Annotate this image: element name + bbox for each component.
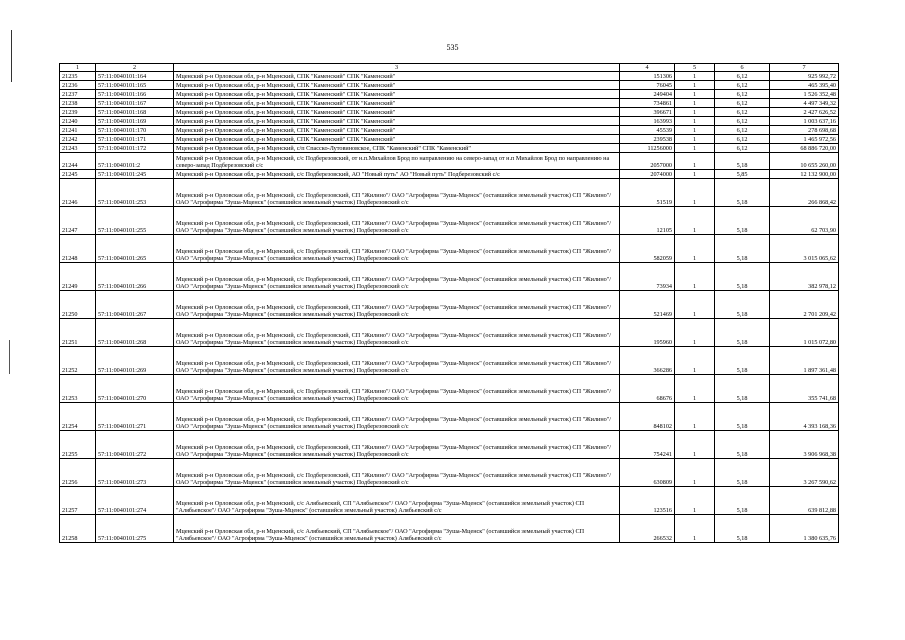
category-cell: 1 [675, 403, 715, 431]
table-row [60, 99, 839, 108]
cadastral-number-cell: 57:11:0040101:2 [96, 153, 174, 170]
category-cell: 1 [675, 375, 715, 403]
address-text: Мценский р-н Орловская обл, р-н Мценский, СПК "Каменский" СПК "Каменский" [176, 73, 396, 80]
table-row [60, 153, 839, 170]
area-cell: 11256000 [620, 144, 675, 153]
area-cell: 249404 [620, 90, 675, 99]
category-cell: 1 [675, 117, 715, 126]
rate-cell: 5,18 [715, 375, 770, 403]
cadastral-number-cell: 57:11:0040101:255 [96, 207, 174, 235]
row-number-cell: 21241 [60, 126, 96, 135]
address-text: Мценский р-н Орловская обл, р-н Мценский, СПК "Каменский" СПК "Каменский" [176, 136, 396, 143]
table-row [60, 263, 839, 291]
row-number-cell: 21240 [60, 117, 96, 126]
category-cell: 1 [675, 126, 715, 135]
rate-cell: 6,12 [715, 135, 770, 144]
rate-cell: 6,12 [715, 81, 770, 90]
cadastral-number-cell: 57:11:0040101:267 [96, 291, 174, 319]
row-number-cell: 21251 [60, 319, 96, 347]
category-cell: 1 [675, 153, 715, 170]
area-cell: 151306 [620, 72, 675, 81]
category-cell: 1 [675, 431, 715, 459]
cadastral-value-cell: 3 267 590,62 [770, 459, 839, 487]
address-text: Мценский р-н Орловская обл, р-н Мценский, с/с Подберезовский, СП "Жилино"/ ОАО "Агрофирма "Зуша-Мценск" (оставшийся земельный участок) СП "Жилино"/ ОАО "Агрофирма "Зуша-Мценск" (оставшийся земельный участок) Подберезовский с/с [176, 472, 612, 486]
margin-mark [11, 30, 12, 82]
address-cell [174, 319, 620, 347]
address-cell [174, 431, 620, 459]
cadastral-number-cell: 57:11:0040101:272 [96, 431, 174, 459]
row-number-cell: 21248 [60, 235, 96, 263]
address-text: Мценский р-н Орловская обл, р-н Мценский, с/с Алябьевский, СП "Алябьевское"/ ОАО "Агрофирма "Зуша-Мценск" (оставшийся земельный участок) СП "Алябьевское"/ ОАО "Агрофирма "Зуша-Мценск" (оставшийся земельный участок) Алябьевский с/с [176, 528, 585, 542]
category-cell: 1 [675, 170, 715, 179]
area-cell: 396671 [620, 108, 675, 117]
category-cell: 1 [675, 72, 715, 81]
rate-cell: 5,18 [715, 347, 770, 375]
address-cell [174, 487, 620, 515]
row-number-cell: 21254 [60, 403, 96, 431]
cadastral-value-cell: 1 380 635,76 [770, 515, 839, 543]
cadastral-value-cell: 278 698,68 [770, 126, 839, 135]
column-header: 4 [620, 64, 675, 72]
table-row [60, 81, 839, 90]
table-row [60, 347, 839, 375]
cadastral-value-cell: 3 015 065,62 [770, 235, 839, 263]
table-row [60, 487, 839, 515]
address-cell [174, 90, 620, 99]
category-cell: 1 [675, 99, 715, 108]
address-text: Мценский р-н Орловская обл, р-н Мценский, с/с Подберезовский, СП "Жилино"/ ОАО "Агрофирма "Зуша-Мценск" (оставшийся земельный участок) СП "Жилино"/ ОАО "Агрофирма "Зуша-Мценск" (оставшийся земельный участок) Подберезовский с/с [176, 192, 612, 206]
table-row [60, 291, 839, 319]
cadastral-value-cell: 639 812,88 [770, 487, 839, 515]
rate-cell: 6,12 [715, 72, 770, 81]
rate-cell: 5,85 [715, 170, 770, 179]
cadastral-number-cell: 57:11:0040101:266 [96, 263, 174, 291]
cadastral-number-cell: 57:11:0040101:168 [96, 108, 174, 117]
row-number-cell: 21236 [60, 81, 96, 90]
table-row [60, 235, 839, 263]
row-number-cell: 21252 [60, 347, 96, 375]
address-cell [174, 170, 620, 179]
cadastral-number-cell: 57:11:0040101:165 [96, 81, 174, 90]
table-row [60, 431, 839, 459]
address-cell [174, 263, 620, 291]
cadastral-value-cell: 12 132 900,00 [770, 170, 839, 179]
cadastral-number-cell: 57:11:0040101:172 [96, 144, 174, 153]
row-number-cell: 21239 [60, 108, 96, 117]
rate-cell: 5,18 [715, 207, 770, 235]
row-number-cell: 21245 [60, 170, 96, 179]
cadastral-value-cell: 925 992,72 [770, 72, 839, 81]
row-number-cell: 21235 [60, 72, 96, 81]
area-cell: 195960 [620, 319, 675, 347]
address-text: Мценский р-н Орловская обл, р-н Мценский, с/с Подберезовский, СП "Жилино"/ ОАО "Агрофирма "Зуша-Мценск" (оставшийся земельный участок) СП "Жилино"/ ОАО "Агрофирма "Зуша-Мценск" (оставшийся земельный участок) Подберезовский с/с [176, 388, 612, 402]
address-text: Мценский р-н Орловская обл, р-н Мценский, с/с Подберезовский, СП "Жилино"/ ОАО "Агрофирма "Зуша-Мценск" (оставшийся земельный участок) СП "Жилино"/ ОАО "Агрофирма "Зуша-Мценск" (оставшийся земельный участок) Подберезовский с/с [176, 444, 612, 458]
cadastral-value-cell: 3 906 968,38 [770, 431, 839, 459]
cadastral-value-cell: 355 741,68 [770, 375, 839, 403]
address-cell [174, 99, 620, 108]
table-row [60, 319, 839, 347]
cadastral-number-cell: 57:11:0040101:275 [96, 515, 174, 543]
address-text: Мценский р-н Орловская обл, р-н Мценский, с/с Подберезовский, от н.п.Михайлов Брод по направлению на северо-запад от н.п Михайлов Брод по направлению на северо-запад Подберезовский с/с [176, 155, 610, 169]
area-cell: 734861 [620, 99, 675, 108]
cadastral-number-cell: 57:11:0040101:167 [96, 99, 174, 108]
cadastral-number-cell: 57:11:0040101:164 [96, 72, 174, 81]
cadastral-value-table [59, 63, 839, 543]
address-cell [174, 72, 620, 81]
cadastral-value-cell: 68 886 720,00 [770, 144, 839, 153]
table-row [60, 375, 839, 403]
row-number-cell: 21244 [60, 153, 96, 170]
address-text: Мценский р-н Орловская обл, р-н Мценский, с/с Алябьевский, СП "Алябьевское"/ ОАО "Агрофирма "Зуша-Мценск" (оставшийся земельный участок) СП "Алябьевское"/ ОАО "Агрофирма "Зуша-Мценск" (оставшийся земельный участок) Алябьевский с/с [176, 500, 585, 514]
cadastral-number-cell: 57:11:0040101:270 [96, 375, 174, 403]
cadastral-value-cell: 2 701 209,42 [770, 291, 839, 319]
address-text: Мценский р-н Орловская обл, р-н Мценский, СПК "Каменский" СПК "Каменский" [176, 109, 396, 116]
table-row [60, 108, 839, 117]
rate-cell: 5,18 [715, 235, 770, 263]
address-text: Мценский р-н Орловская обл, р-н Мценский, СПК "Каменский" СПК "Каменский" [176, 91, 396, 98]
cadastral-value-cell: 1 526 352,48 [770, 90, 839, 99]
category-cell: 1 [675, 108, 715, 117]
table-row [60, 459, 839, 487]
cadastral-value-cell: 1 003 637,16 [770, 117, 839, 126]
address-cell [174, 291, 620, 319]
row-number-cell: 21237 [60, 90, 96, 99]
address-cell [174, 135, 620, 144]
address-cell [174, 375, 620, 403]
category-cell: 1 [675, 263, 715, 291]
category-cell: 1 [675, 144, 715, 153]
category-cell: 1 [675, 515, 715, 543]
row-number-cell: 21243 [60, 144, 96, 153]
column-header: 5 [675, 64, 715, 72]
row-number-cell: 21257 [60, 487, 96, 515]
area-cell: 51519 [620, 179, 675, 207]
address-text: Мценский р-н Орловская обл, р-н Мценский, с/с Подберезовский, СП "Жилино"/ ОАО "Агрофирма "Зуша-Мценск" (оставшийся земельный участок) СП "Жилино"/ ОАО "Агрофирма "Зуша-Мценск" (оставшийся земельный участок) Подберезовский с/с [176, 360, 612, 374]
table-row [60, 90, 839, 99]
address-cell [174, 144, 620, 153]
rate-cell: 5,18 [715, 403, 770, 431]
row-number-cell: 21250 [60, 291, 96, 319]
address-text: Мценский р-н Орловская обл, р-н Мценский, с/с Подберезовский, АО "Новый путь" АО "Новый путь" Подберезовский с/с [176, 171, 500, 178]
area-cell: 582059 [620, 235, 675, 263]
category-cell: 1 [675, 235, 715, 263]
rate-cell: 6,12 [715, 117, 770, 126]
rate-cell: 6,12 [715, 99, 770, 108]
rate-cell: 6,12 [715, 108, 770, 117]
rate-cell: 5,18 [715, 319, 770, 347]
row-number-cell: 21249 [60, 263, 96, 291]
rate-cell: 5,18 [715, 179, 770, 207]
column-header-row [60, 64, 839, 72]
address-cell [174, 126, 620, 135]
category-cell: 1 [675, 459, 715, 487]
cadastral-number-cell: 57:11:0040101:271 [96, 403, 174, 431]
cadastral-value-cell: 10 655 260,00 [770, 153, 839, 170]
area-cell: 123516 [620, 487, 675, 515]
cadastral-number-cell: 57:11:0040101:245 [96, 170, 174, 179]
cadastral-number-cell: 57:11:0040101:269 [96, 347, 174, 375]
address-cell [174, 81, 620, 90]
category-cell: 1 [675, 319, 715, 347]
cadastral-number-cell: 57:11:0040101:274 [96, 487, 174, 515]
cadastral-value-cell: 465 395,40 [770, 81, 839, 90]
address-cell [174, 459, 620, 487]
cadastral-number-cell: 57:11:0040101:170 [96, 126, 174, 135]
area-cell: 848102 [620, 403, 675, 431]
table-row [60, 117, 839, 126]
category-cell: 1 [675, 207, 715, 235]
area-cell: 45539 [620, 126, 675, 135]
area-cell: 266532 [620, 515, 675, 543]
column-header: 3 [174, 64, 620, 72]
rate-cell: 5,18 [715, 263, 770, 291]
rate-cell: 5,18 [715, 431, 770, 459]
address-cell [174, 235, 620, 263]
area-cell: 754241 [620, 431, 675, 459]
rate-cell: 5,18 [715, 291, 770, 319]
address-cell [174, 347, 620, 375]
table-body [60, 64, 839, 543]
category-cell: 1 [675, 179, 715, 207]
address-text: Мценский р-н Орловская обл, р-н Мценский, с/с Подберезовский, СП "Жилино"/ ОАО "Агрофирма "Зуша-Мценск" (оставшийся земельный участок) СП "Жилино"/ ОАО "Агрофирма "Зуша-Мценск" (оставшийся земельный участок) Подберезовский с/с [176, 332, 612, 346]
address-text: Мценский р-н Орловская обл, р-н Мценский, с/с Подберезовский, СП "Жилино"/ ОАО "Агрофирма "Зуша-Мценск" (оставшийся земельный участок) СП "Жилино"/ ОАО "Агрофирма "Зуша-Мценск" (оставшийся земельный участок) Подберезовский с/с [176, 220, 612, 234]
area-cell: 239538 [620, 135, 675, 144]
table-row [60, 135, 839, 144]
address-text: Мценский р-н Орловская обл, р-н Мценский, СПК "Каменский" СПК "Каменский" [176, 118, 396, 125]
cadastral-value-cell: 266 868,42 [770, 179, 839, 207]
table-row [60, 179, 839, 207]
cadastral-value-cell: 1 897 361,48 [770, 347, 839, 375]
row-number-cell: 21246 [60, 179, 96, 207]
area-cell: 521469 [620, 291, 675, 319]
margin-mark [9, 340, 10, 374]
cadastral-value-cell: 382 978,12 [770, 263, 839, 291]
area-cell: 2074000 [620, 170, 675, 179]
cadastral-number-cell: 57:11:0040101:253 [96, 179, 174, 207]
address-cell [174, 207, 620, 235]
address-text: Мценский р-н Орловская обл, р-н Мценский, с/п Спасско-Лутовиновское, СПК "Каменский" СПК "Каменский" [176, 145, 471, 152]
area-cell: 2057000 [620, 153, 675, 170]
column-header: 2 [96, 64, 174, 72]
address-text: Мценский р-н Орловская обл, р-н Мценский, с/с Подберезовский, СП "Жилино"/ ОАО "Агрофирма "Зуша-Мценск" (оставшийся земельный участок) СП "Жилино"/ ОАО "Агрофирма "Зуша-Мценск" (оставшийся земельный участок) Подберезовский с/с [176, 304, 612, 318]
address-cell [174, 179, 620, 207]
row-number-cell: 21247 [60, 207, 96, 235]
table-row [60, 72, 839, 81]
rate-cell: 5,18 [715, 487, 770, 515]
row-number-cell: 21253 [60, 375, 96, 403]
table-row [60, 207, 839, 235]
area-cell: 73934 [620, 263, 675, 291]
rate-cell: 6,12 [715, 126, 770, 135]
area-cell: 366286 [620, 347, 675, 375]
row-number-cell: 21242 [60, 135, 96, 144]
rate-cell: 5,18 [715, 153, 770, 170]
table-row [60, 170, 839, 179]
cadastral-number-cell: 57:11:0040101:169 [96, 117, 174, 126]
area-cell: 12105 [620, 207, 675, 235]
row-number-cell: 21258 [60, 515, 96, 543]
category-cell: 1 [675, 487, 715, 515]
category-cell: 1 [675, 135, 715, 144]
rate-cell: 5,18 [715, 459, 770, 487]
address-text: Мценский р-н Орловская обл, р-н Мценский, СПК "Каменский" СПК "Каменский" [176, 100, 396, 107]
address-cell [174, 153, 620, 170]
address-text: Мценский р-н Орловская обл, р-н Мценский, с/с Подберезовский, СП "Жилино"/ ОАО "Агрофирма "Зуша-Мценск" (оставшийся земельный участок) СП "Жилино"/ ОАО "Агрофирма "Зуша-Мценск" (оставшийся земельный участок) Подберезовский с/с [176, 416, 612, 430]
rate-cell: 5,18 [715, 515, 770, 543]
cadastral-value-cell: 1 015 072,80 [770, 319, 839, 347]
column-header: 7 [770, 64, 839, 72]
category-cell: 1 [675, 291, 715, 319]
column-header: 1 [60, 64, 96, 72]
area-cell: 163993 [620, 117, 675, 126]
cadastral-value-cell: 4 393 168,36 [770, 403, 839, 431]
cadastral-value-cell: 62 703,90 [770, 207, 839, 235]
row-number-cell: 21256 [60, 459, 96, 487]
cadastral-number-cell: 57:11:0040101:273 [96, 459, 174, 487]
category-cell: 1 [675, 347, 715, 375]
cadastral-number-cell: 57:11:0040101:265 [96, 235, 174, 263]
category-cell: 1 [675, 90, 715, 99]
address-cell [174, 117, 620, 126]
rate-cell: 6,12 [715, 144, 770, 153]
row-number-cell: 21238 [60, 99, 96, 108]
address-text: Мценский р-н Орловская обл, р-н Мценский, с/с Подберезовский, СП "Жилино"/ ОАО "Агрофирма "Зуша-Мценск" (оставшийся земельный участок) СП "Жилино"/ ОАО "Агрофирма "Зуша-Мценск" (оставшийся земельный участок) Подберезовский с/с [176, 248, 612, 262]
column-header: 6 [715, 64, 770, 72]
rate-cell: 6,12 [715, 90, 770, 99]
category-cell: 1 [675, 81, 715, 90]
page-number: 535 [446, 43, 459, 52]
table-row [60, 144, 839, 153]
table-row [60, 403, 839, 431]
address-cell [174, 108, 620, 117]
cadastral-value-cell: 1 465 972,56 [770, 135, 839, 144]
address-text: Мценский р-н Орловская обл, р-н Мценский, с/с Подберезовский, СП "Жилино"/ ОАО "Агрофирма "Зуша-Мценск" (оставшийся земельный участок) СП "Жилино"/ ОАО "Агрофирма "Зуша-Мценск" (оставшийся земельный участок) Подберезовский с/с [176, 276, 612, 290]
cadastral-number-cell: 57:11:0040101:171 [96, 135, 174, 144]
area-cell: 68676 [620, 375, 675, 403]
address-cell [174, 515, 620, 543]
cadastral-number-cell: 57:11:0040101:166 [96, 90, 174, 99]
table-row [60, 515, 839, 543]
area-cell: 630809 [620, 459, 675, 487]
address-text: Мценский р-н Орловская обл, р-н Мценский, СПК "Каменский" СПК "Каменский" [176, 127, 396, 134]
area-cell: 76045 [620, 81, 675, 90]
cadastral-number-cell: 57:11:0040101:268 [96, 319, 174, 347]
table-row [60, 126, 839, 135]
row-number-cell: 21255 [60, 431, 96, 459]
address-text: Мценский р-н Орловская обл, р-н Мценский, СПК "Каменский" СПК "Каменский" [176, 82, 396, 89]
address-cell [174, 403, 620, 431]
cadastral-value-cell: 2 427 626,52 [770, 108, 839, 117]
cadastral-value-cell: 4 497 349,32 [770, 99, 839, 108]
